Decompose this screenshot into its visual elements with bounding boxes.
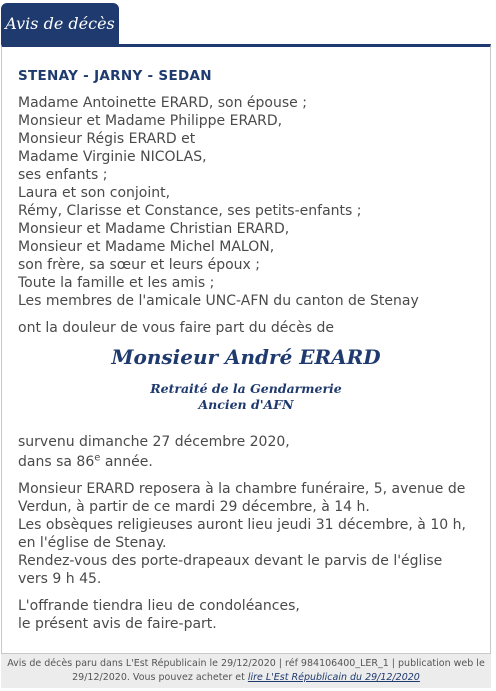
family-line: Monsieur et Madame Michel MALON, [18,239,275,255]
family-line: son frère, sa sœur et leurs époux ; [18,257,260,273]
deceased-title: Retraité de la Gendarmerie [150,381,342,396]
deceased-title: Ancien d'AFN [198,397,294,412]
closing-line: le présent avis de faire-part. [18,616,217,632]
announcement-text: ont la douleur de vous faire part du décès de [18,320,334,336]
family-line: ses enfants ; [18,167,108,183]
family-line: Monsieur et Madame Christian ERARD, [18,221,290,237]
family-line: Toute la famille et les amis ; [18,275,215,291]
age-line: dans sa 86e année. [18,452,153,470]
family-line: Monsieur et Madame Philippe ERARD, [18,113,283,129]
family-list [18,94,474,310]
avis-de-deces-tab[interactable]: Avis de décès [1,3,119,44]
deceased-name: Monsieur André ERARD [111,345,381,369]
wake-paragraph: Monsieur ERARD reposera à la chambre funéraire, 5, avenue de Verdun, à partir de ce mardi 29 décembre, à 14 h. [18,481,466,515]
family-line: Madame Virginie NICOLAS, [18,149,207,165]
family-line: Laura et son conjoint, [18,185,171,201]
closing-line: L'offrande tiendra lieu de condoléances, [18,598,300,614]
read-newspaper-link[interactable]: lire L'Est Républicain du 29/12/2020 [247,672,420,683]
footer-text: Avis de décès paru dans L'Est Républicain le 29/12/2020 | réf 984106400_LER_1 | publication web le 29/12/2020. Vous pouvez acheter et [7,658,485,683]
family-line: Madame Antoinette ERARD, son épouse ; [18,95,307,111]
family-line: Monsieur Régis ERARD et [18,131,196,147]
locality-heading: STENAY - JARNY - SEDAN [18,68,212,84]
notice-content [18,68,474,633]
publication-footer [1,654,491,688]
death-date-line: survenu dimanche 27 décembre 2020, [18,434,290,450]
flag-bearers-paragraph: Rendez-vous des porte-drapeaux devant le parvis de l'église vers 9 h 45. [18,553,443,587]
family-line: Les membres de l'amicale UNC-AFN du canton de Stenay [18,293,419,309]
family-line: Rémy, Clarisse et Constance, ses petits-enfants ; [18,203,362,219]
funeral-paragraph: Les obsèques religieuses auront lieu jeudi 31 décembre, à 10 h, en l'église de Stenay. [18,517,466,551]
